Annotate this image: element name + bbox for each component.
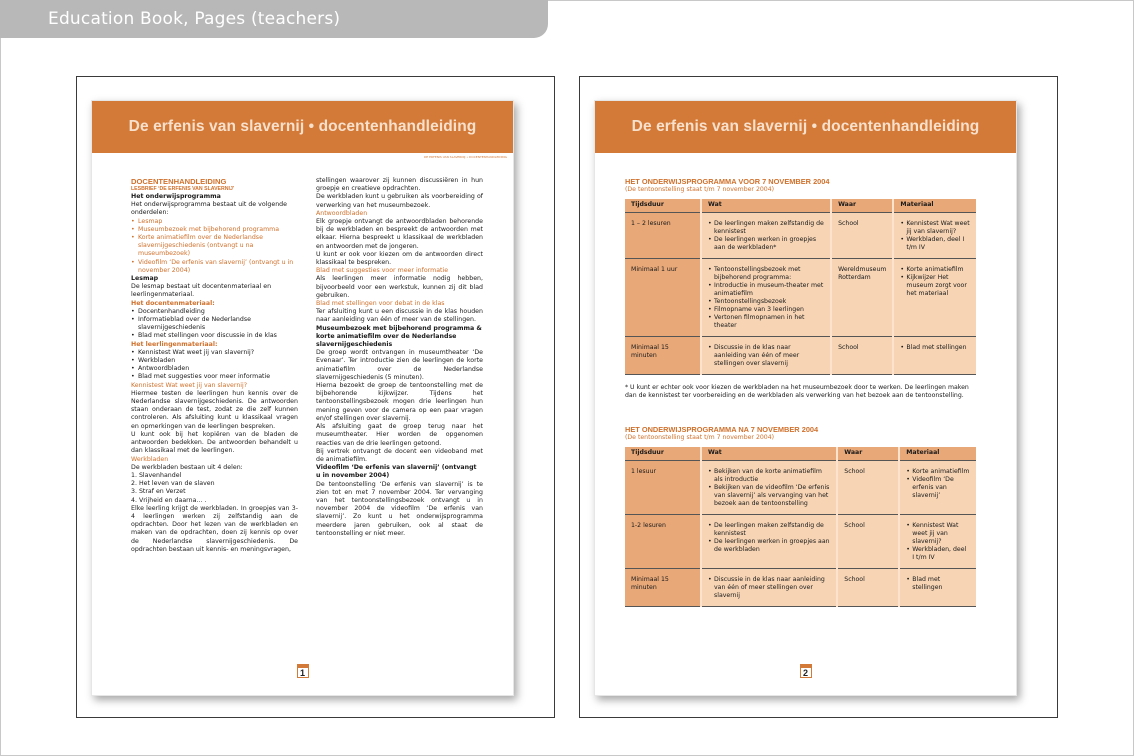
list-item: • Tentoonstellingsbezoek met bijbehorend programma: <box>708 266 824 282</box>
list-item: • Docentenhandleiding <box>131 308 298 316</box>
page-number-badge <box>800 664 812 678</box>
list-item: • Videofilm ‘De erfenis van slavernij’ (ontvangt u in november 2004) <box>131 259 298 275</box>
text-museum-3: Als afsluiting gaat de groep terug naar het museumtheater. Hier worden de opgenomen reacties van de drie leerlingen getoond. <box>316 423 483 447</box>
program-before-section <box>625 177 976 400</box>
banner-title: De erfenis van slavernij • docentenhandleiding <box>128 118 477 135</box>
list-item: • Filmopname van 3 leerlingen <box>708 306 824 314</box>
text-suggesties: Als leerlingen meer informatie nodig hebben, bijvoorbeeld voor een werkstuk, kunnen zij dit blad gebruiken. <box>316 275 483 299</box>
page-number: 1 <box>299 668 305 678</box>
table-row <box>625 258 976 336</box>
column-header: Materiaal <box>893 199 976 212</box>
column-left <box>131 177 298 554</box>
list-item: • Korte animatiefilm over de Nederlandse slavernijgeschiedenis (ontvangt u na museumbezoek) <box>131 234 298 259</box>
text-video: De tentoonstelling ‘De erfenis van slavernij’ is te zien tot en met 7 november 2004. Ter vervanging van het tentoonstellingsbezoek ontvangt u in november 2004 de videofilm ‘De erfenis van slavernij’. Zo kunt u het onderwijsprogramma meerdere jaren gebruiken, ook al staat de tentoonstelling er niet meer. <box>316 480 483 537</box>
heading-program: Het onderwijsprogramma <box>131 193 221 200</box>
cell-materiaal <box>893 212 976 258</box>
list-item: • Kennistest Wat weet jij van slavernij? <box>906 522 970 546</box>
list-item: • Korte animatiefilm <box>906 468 970 476</box>
list-item: • Lesmap <box>131 218 298 226</box>
column-header: Wat <box>701 447 837 460</box>
text-lesmap: De lesmap bestaat uit docentenmateriaal en leerlingenmateriaal. <box>131 283 272 299</box>
column-header: Wat <box>701 199 831 212</box>
heading-antwoord: Antwoordbladen <box>316 209 368 217</box>
werkbladen-item: 1. Slavenhandel <box>131 471 182 479</box>
cell-tijdsduur: 1 lesuur <box>625 460 701 514</box>
text-werkbladen: De werkbladen bestaan uit 4 delen: <box>131 463 243 471</box>
page-number-badge <box>297 664 309 678</box>
cell-materiaal <box>899 568 976 606</box>
text-program: Het onderwijsprogramma bestaat uit de volgende onderdelen: <box>131 201 287 217</box>
running-head: DE ERFENIS VAN SLAVERNIJ • DOCENTENHANDLEIDING <box>423 155 507 159</box>
table-row <box>625 212 976 258</box>
heading-suggesties: Blad met suggesties voor meer informatie <box>316 267 449 275</box>
cell-materiaal <box>899 514 976 568</box>
docent-list <box>131 308 298 341</box>
cell-wat <box>701 514 837 568</box>
list-item: • Blad met stellingen <box>900 344 970 352</box>
right-page-frame <box>579 76 1058 718</box>
cell-tijdsduur: Minimaal 15 minuten <box>625 336 701 374</box>
program-list <box>131 218 298 275</box>
list-item: • Kennistest Wat weet jij van slavernij? <box>900 220 970 236</box>
list-item: • Werkbladen <box>131 357 298 365</box>
cell-materiaal <box>899 460 976 514</box>
list-item: • Bekijken van de korte animatiefilm als introductie <box>708 468 830 484</box>
heading-kennistest: Kennistest Wat weet jij van slavernij? <box>131 381 248 389</box>
list-item: • De leerlingen maken zelfstandig de kennistest <box>708 522 830 538</box>
table-row <box>625 460 976 514</box>
text-antwoord: Elk groepje ontvangt de antwoordbladen behorende bij de werkbladen en bespreekt de antwoorden met elkaar. Hierna bespreekt u klassikaal de werkbladen en antwoorden met de jongeren. <box>316 218 483 250</box>
list-item: • De leerlingen werken in groepjes aan de werkbladen <box>708 538 830 554</box>
heading-leerling: Het leerlingenmateriaal: <box>131 340 218 348</box>
cell-wat <box>701 460 837 514</box>
list-item: • Kijkwijzer Het museum zorgt voor het materiaal <box>900 274 970 298</box>
cell-tijdsduur: 1-2 lesuren <box>625 514 701 568</box>
cell-materiaal <box>893 336 976 374</box>
section-subtitle: (De tentoonstelling staat t/m 7 november 2004) <box>625 186 775 193</box>
section-subtitle: (De tentoonstelling staat t/m 7 november 2004) <box>625 434 775 441</box>
banner-title: De erfenis van slavernij • docentenhandleiding <box>631 118 980 135</box>
list-item: • Museumbezoek met bijbehorend programma <box>131 226 298 234</box>
cell-waar: School <box>831 212 893 258</box>
list-item: • De leerlingen maken zelfstandig de kennistest <box>708 220 824 236</box>
cell-wat <box>701 212 831 258</box>
heading-docent: Het docentenmateriaal: <box>131 299 215 307</box>
list-item: • Informatieblad over de Nederlandse slavernijgeschiedenis <box>131 316 298 332</box>
text-cont: stellingen waarover zij kunnen discussiëren in hun groepje en creatieve opdrachten. <box>316 177 483 193</box>
doc-subtitle: LESBRIEF ‘DE ERFENIS VAN SLAVERNIJ’ <box>131 186 235 192</box>
cell-waar: School <box>837 568 899 606</box>
column-right <box>316 177 483 554</box>
heading-museum: Museumbezoek met bijbehorend programma & korte animatiefilm over de Nederlandse slavernijgeschiedenis <box>316 324 482 349</box>
text-stellingen: Ter afsluiting kunt u een discussie in de klas houden naar aanleiding van één of meer van de stellingen. <box>316 308 483 324</box>
cell-waar: School <box>837 514 899 568</box>
heading-stellingen: Blad met stellingen voor debat in de klas <box>316 300 445 308</box>
cell-waar: School <box>831 336 893 374</box>
list-item: • Bekijken van de videofilm ‘De erfenis van slavernij’ als vervanging van het bezoek aan de tentoonstelling <box>708 484 830 508</box>
page-banner <box>92 101 513 153</box>
list-item: • Tentoonstellingsbezoek <box>708 298 824 306</box>
text-museum-2: Hierna bezoekt de groep de tentoonstelling met de bijbehorende kijkwijzer. Tijdens het tentoonstellingsbezoek mogen drie leerlingen hun mening geven voor de camera op een paar vragen en/of stellingen over slavernij. <box>316 382 483 422</box>
page-2 <box>594 100 1017 696</box>
left-page-frame <box>76 76 555 718</box>
column-header: Waar <box>831 199 893 212</box>
list-item: • Blad met suggesties voor meer informatie <box>131 373 298 381</box>
page-1 <box>91 100 514 696</box>
table-row <box>625 514 976 568</box>
text-museum-4: Bij vertrek ontvangt de docent een videoband met de animatiefilm. <box>316 447 483 463</box>
list-item: • Blad met stellingen <box>906 576 970 592</box>
cell-waar: Wereldmuseum Rotterdam <box>831 258 893 336</box>
cell-waar: School <box>837 460 899 514</box>
page-1-columns <box>131 177 483 554</box>
list-item: • Blad met stellingen voor discussie in de klas <box>131 332 298 340</box>
cell-wat <box>701 336 831 374</box>
header-tab-title: Education Book, Pages (teachers) <box>48 9 341 29</box>
column-header: Materiaal <box>899 447 976 460</box>
section-title: HET ONDERWIJSPROGRAMMA NA 7 NOVEMBER 2004 <box>625 425 819 434</box>
werkbladen-item: 4. Vrijheid en daarna... . <box>131 496 207 504</box>
program-table-after <box>625 447 976 607</box>
list-item: • Kennistest Wat weet jij van slavernij? <box>131 349 298 357</box>
list-item: • Werkbladen, deel I t/m IV <box>900 236 970 252</box>
section-title: HET ONDERWIJSPROGRAMMA VOOR 7 NOVEMBER 2004 <box>625 177 830 186</box>
heading-lesmap: Lesmap <box>131 275 159 283</box>
cell-wat <box>701 258 831 336</box>
heading-video: Videofilm ‘De erfenis van slavernij’ (ontvangt u in november 2004) <box>316 464 477 480</box>
list-item: • Introductie in museum-theater met animatiefilm <box>708 282 824 298</box>
cell-tijdsduur: Minimaal 1 uur <box>625 258 701 336</box>
table-footnote: * U kunt er echter ook voor kiezen de werkbladen na het museumbezoek door te werken. De leerlingen maken dan de kennistest ter voorbereiding en de werkbladen als verwerking van het bezoek aan de tentoonstelling. <box>625 383 969 399</box>
list-item: • Videofilm ‘De erfenis van slavernij’ <box>906 476 970 500</box>
header-tab <box>0 0 548 38</box>
doc-title: DOCENTENHANDLEIDING <box>131 177 227 186</box>
list-item: • Discussie in de klas naar aanleiding van één of meer stellingen over slavernij <box>708 344 824 368</box>
cell-tijdsduur: Minimaal 15 minuten <box>625 568 701 606</box>
text-kennistest-2: U kunt ook bij het kopiëren van de bladen de antwoorden bedekken. De antwoorden behandelt u dan klassikaal met de leerlingen. <box>131 430 298 455</box>
list-item: • Discussie in de klas naar aanleiding van één of meer stellingen over slavernij <box>708 576 830 600</box>
column-header: Waar <box>837 447 899 460</box>
table-row <box>625 336 976 374</box>
werkbladen-item: 3. Straf en Verzet <box>131 488 186 496</box>
heading-werkbladen: Werkbladen <box>131 455 169 463</box>
text-werkbladen-2: Elke leerling krijgt de werkbladen. In groepjes van 3-4 leerlingen werken zij zelfstandig aan de opdrachten. Door het lezen van de werkbladen en maken van de opdrachten, doen zij kennis op over de Nederlandse slavernijgeschiedenis. De opdrachten bestaan uit kennis- en meningsvragen, <box>131 504 298 553</box>
leerling-list <box>131 349 298 382</box>
list-item: • Antwoordbladen <box>131 365 298 373</box>
cell-tijdsduur: 1 – 2 lesuren <box>625 212 701 258</box>
werkbladen-item: 2. Het leven van de slaven <box>131 480 215 488</box>
column-header: Tijdsduur <box>625 199 701 212</box>
cell-materiaal <box>893 258 976 336</box>
program-table-before <box>625 199 976 375</box>
text-antwoord-2: U kunt er ook voor kiezen om de antwoorden direct klassikaal te bespreken. <box>316 250 483 267</box>
table-row <box>625 568 976 606</box>
page-number: 2 <box>802 668 808 678</box>
list-item: • Werkbladen, deel I t/m IV <box>906 546 970 562</box>
column-header: Tijdsduur <box>625 447 701 460</box>
text-cont-2: De werkbladen kunt u gebruiken als voorbereiding of verwerking van het museumbezoek. <box>316 193 483 209</box>
cell-wat <box>701 568 837 606</box>
list-item: • De leerlingen werken in groepjes aan de werkbladen* <box>708 236 824 252</box>
text-museum: De groep wordt ontvangen in museumtheater ‘De Evenaar’. Ter introductie zien de leerlingen de korte animatiefilm over de Nederlandse slavernijgeschiedenis (5 minuten). <box>316 349 483 381</box>
list-item: • Vertonen filmopnamen in het theater <box>708 314 824 330</box>
text-kennistest: Hiermee testen de leerlingen hun kennis over de Nederlandse slavernijgeschiedenis. De antwoorden staan onderaan de test, zodat ze die zelf kunnen controleren. Als afsluiting kunt u klassikaal vragen en opmerkingen van de leerlingen bespreken. <box>131 389 298 430</box>
program-after-section <box>625 425 976 607</box>
list-item: • Korte animatiefilm <box>900 266 970 274</box>
page-banner <box>595 101 1016 153</box>
